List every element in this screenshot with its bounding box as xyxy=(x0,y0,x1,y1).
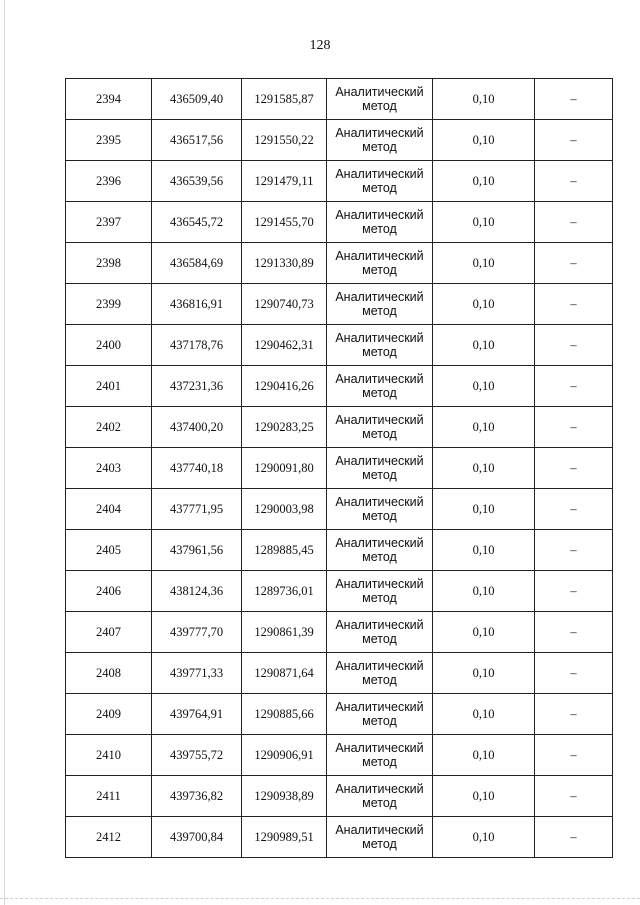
y-coordinate-cell: 1291330,89 xyxy=(242,243,327,284)
dash-cell: – xyxy=(535,530,613,571)
point-number-cell: 2404 xyxy=(66,489,152,530)
accuracy-cell: 0,10 xyxy=(433,325,535,366)
method-line-2: метод xyxy=(362,468,397,482)
method-line-1: Аналитический xyxy=(335,167,424,181)
dash-cell: – xyxy=(535,325,613,366)
method-cell xyxy=(327,79,433,120)
table-row xyxy=(66,202,613,243)
method-line-1: Аналитический xyxy=(335,577,424,591)
method-line-1: Аналитический xyxy=(335,700,424,714)
x-coordinate-cell: 437178,76 xyxy=(152,325,242,366)
dash-cell: – xyxy=(535,120,613,161)
method-line-2: метод xyxy=(362,673,397,687)
dash-cell: – xyxy=(535,735,613,776)
accuracy-cell: 0,10 xyxy=(433,407,535,448)
x-coordinate-cell: 437231,36 xyxy=(152,366,242,407)
method-line-1: Аналитический xyxy=(335,454,424,468)
accuracy-cell: 0,10 xyxy=(433,366,535,407)
y-coordinate-cell: 1289885,45 xyxy=(242,530,327,571)
table-row xyxy=(66,120,613,161)
table-row xyxy=(66,325,613,366)
accuracy-cell: 0,10 xyxy=(433,120,535,161)
method-line-2: метод xyxy=(362,591,397,605)
method-cell xyxy=(327,202,433,243)
method-cell xyxy=(327,694,433,735)
dash-cell: – xyxy=(535,243,613,284)
method-cell xyxy=(327,489,433,530)
accuracy-cell: 0,10 xyxy=(433,735,535,776)
method-line-1: Аналитический xyxy=(335,249,424,263)
point-number-cell: 2409 xyxy=(66,694,152,735)
method-line-1: Аналитический xyxy=(335,85,424,99)
table-row xyxy=(66,653,613,694)
x-coordinate-cell: 437961,56 xyxy=(152,530,242,571)
method-line-1: Аналитический xyxy=(335,372,424,386)
point-number-cell: 2406 xyxy=(66,571,152,612)
x-coordinate-cell: 436509,40 xyxy=(152,79,242,120)
dash-cell: – xyxy=(535,79,613,120)
method-line-1: Аналитический xyxy=(335,126,424,140)
method-line-1: Аналитический xyxy=(335,536,424,550)
point-number-cell: 2412 xyxy=(66,817,152,858)
accuracy-cell: 0,10 xyxy=(433,243,535,284)
method-line-2: метод xyxy=(362,181,397,195)
accuracy-cell: 0,10 xyxy=(433,79,535,120)
method-line-2: метод xyxy=(362,509,397,523)
dash-cell: – xyxy=(535,284,613,325)
x-coordinate-cell: 439764,91 xyxy=(152,694,242,735)
x-coordinate-cell: 437400,20 xyxy=(152,407,242,448)
point-number-cell: 2394 xyxy=(66,79,152,120)
method-cell xyxy=(327,407,433,448)
method-line-2: метод xyxy=(362,345,397,359)
table-row xyxy=(66,284,613,325)
table-row xyxy=(66,612,613,653)
accuracy-cell: 0,10 xyxy=(433,612,535,653)
dash-cell: – xyxy=(535,448,613,489)
method-line-2: метод xyxy=(362,99,397,113)
coordinates-table xyxy=(65,78,613,858)
x-coordinate-cell: 436545,72 xyxy=(152,202,242,243)
table-row xyxy=(66,571,613,612)
method-line-1: Аналитический xyxy=(335,413,424,427)
x-coordinate-cell: 436816,91 xyxy=(152,284,242,325)
accuracy-cell: 0,10 xyxy=(433,776,535,817)
method-cell xyxy=(327,243,433,284)
method-cell xyxy=(327,735,433,776)
scan-bottom-rule xyxy=(0,898,640,900)
method-cell xyxy=(327,817,433,858)
method-line-1: Аналитический xyxy=(335,290,424,304)
table-row xyxy=(66,448,613,489)
y-coordinate-cell: 1290861,39 xyxy=(242,612,327,653)
x-coordinate-cell: 439755,72 xyxy=(152,735,242,776)
table-row xyxy=(66,489,613,530)
method-cell xyxy=(327,284,433,325)
point-number-cell: 2408 xyxy=(66,653,152,694)
method-line-2: метод xyxy=(362,550,397,564)
scan-edge-line xyxy=(4,0,5,905)
accuracy-cell: 0,10 xyxy=(433,161,535,202)
table-body xyxy=(66,79,613,858)
y-coordinate-cell: 1290938,89 xyxy=(242,776,327,817)
dash-cell: – xyxy=(535,694,613,735)
method-line-1: Аналитический xyxy=(335,331,424,345)
accuracy-cell: 0,10 xyxy=(433,530,535,571)
point-number-cell: 2398 xyxy=(66,243,152,284)
y-coordinate-cell: 1290416,26 xyxy=(242,366,327,407)
point-number-cell: 2397 xyxy=(66,202,152,243)
method-line-2: метод xyxy=(362,140,397,154)
method-cell xyxy=(327,530,433,571)
dash-cell: – xyxy=(535,366,613,407)
method-line-1: Аналитический xyxy=(335,659,424,673)
table-row xyxy=(66,735,613,776)
x-coordinate-cell: 439736,82 xyxy=(152,776,242,817)
y-coordinate-cell: 1290003,98 xyxy=(242,489,327,530)
method-line-2: метод xyxy=(362,427,397,441)
method-line-2: метод xyxy=(362,304,397,318)
accuracy-cell: 0,10 xyxy=(433,202,535,243)
x-coordinate-cell: 439777,70 xyxy=(152,612,242,653)
accuracy-cell: 0,10 xyxy=(433,571,535,612)
x-coordinate-cell: 437740,18 xyxy=(152,448,242,489)
method-line-2: метод xyxy=(362,263,397,277)
method-line-1: Аналитический xyxy=(335,618,424,632)
point-number-cell: 2395 xyxy=(66,120,152,161)
method-cell xyxy=(327,448,433,489)
point-number-cell: 2402 xyxy=(66,407,152,448)
dash-cell: – xyxy=(535,571,613,612)
y-coordinate-cell: 1291479,11 xyxy=(242,161,327,202)
table-row xyxy=(66,243,613,284)
method-line-1: Аналитический xyxy=(335,208,424,222)
method-line-2: метод xyxy=(362,714,397,728)
dash-cell: – xyxy=(535,612,613,653)
x-coordinate-cell: 436517,56 xyxy=(152,120,242,161)
point-number-cell: 2411 xyxy=(66,776,152,817)
accuracy-cell: 0,10 xyxy=(433,489,535,530)
dash-cell: – xyxy=(535,653,613,694)
method-line-1: Аналитический xyxy=(335,495,424,509)
dash-cell: – xyxy=(535,776,613,817)
dash-cell: – xyxy=(535,407,613,448)
y-coordinate-cell: 1290740,73 xyxy=(242,284,327,325)
x-coordinate-cell: 438124,36 xyxy=(152,571,242,612)
x-coordinate-cell: 436584,69 xyxy=(152,243,242,284)
point-number-cell: 2403 xyxy=(66,448,152,489)
table-row xyxy=(66,407,613,448)
method-line-1: Аналитический xyxy=(335,782,424,796)
method-line-2: метод xyxy=(362,837,397,851)
accuracy-cell: 0,10 xyxy=(433,448,535,489)
y-coordinate-cell: 1290885,66 xyxy=(242,694,327,735)
table-row xyxy=(66,366,613,407)
y-coordinate-cell: 1291455,70 xyxy=(242,202,327,243)
method-cell xyxy=(327,161,433,202)
dash-cell: – xyxy=(535,202,613,243)
method-line-2: метод xyxy=(362,222,397,236)
page-number: 128 xyxy=(309,38,331,53)
x-coordinate-cell: 439700,84 xyxy=(152,817,242,858)
point-number-cell: 2405 xyxy=(66,530,152,571)
method-cell xyxy=(327,325,433,366)
method-cell xyxy=(327,571,433,612)
y-coordinate-cell: 1290871,64 xyxy=(242,653,327,694)
x-coordinate-cell: 436539,56 xyxy=(152,161,242,202)
accuracy-cell: 0,10 xyxy=(433,653,535,694)
method-line-2: метод xyxy=(362,386,397,400)
method-cell xyxy=(327,776,433,817)
y-coordinate-cell: 1290091,80 xyxy=(242,448,327,489)
accuracy-cell: 0,10 xyxy=(433,694,535,735)
point-number-cell: 2410 xyxy=(66,735,152,776)
method-cell xyxy=(327,120,433,161)
point-number-cell: 2407 xyxy=(66,612,152,653)
y-coordinate-cell: 1289736,01 xyxy=(242,571,327,612)
accuracy-cell: 0,10 xyxy=(433,817,535,858)
point-number-cell: 2399 xyxy=(66,284,152,325)
table-row xyxy=(66,817,613,858)
y-coordinate-cell: 1290283,25 xyxy=(242,407,327,448)
method-cell xyxy=(327,612,433,653)
table-row xyxy=(66,694,613,735)
table-row xyxy=(66,79,613,120)
x-coordinate-cell: 439771,33 xyxy=(152,653,242,694)
y-coordinate-cell: 1291585,87 xyxy=(242,79,327,120)
y-coordinate-cell: 1290462,31 xyxy=(242,325,327,366)
table-row xyxy=(66,776,613,817)
dash-cell: – xyxy=(535,817,613,858)
dash-cell: – xyxy=(535,161,613,202)
point-number-cell: 2401 xyxy=(66,366,152,407)
method-line-2: метод xyxy=(362,755,397,769)
method-cell xyxy=(327,366,433,407)
table-row xyxy=(66,530,613,571)
y-coordinate-cell: 1291550,22 xyxy=(242,120,327,161)
method-cell xyxy=(327,653,433,694)
table-row xyxy=(66,161,613,202)
method-line-1: Аналитический xyxy=(335,823,424,837)
method-line-2: метод xyxy=(362,796,397,810)
y-coordinate-cell: 1290989,51 xyxy=(242,817,327,858)
point-number-cell: 2400 xyxy=(66,325,152,366)
accuracy-cell: 0,10 xyxy=(433,284,535,325)
point-number-cell: 2396 xyxy=(66,161,152,202)
method-line-1: Аналитический xyxy=(335,741,424,755)
dash-cell: – xyxy=(535,489,613,530)
method-line-2: метод xyxy=(362,632,397,646)
x-coordinate-cell: 437771,95 xyxy=(152,489,242,530)
y-coordinate-cell: 1290906,91 xyxy=(242,735,327,776)
